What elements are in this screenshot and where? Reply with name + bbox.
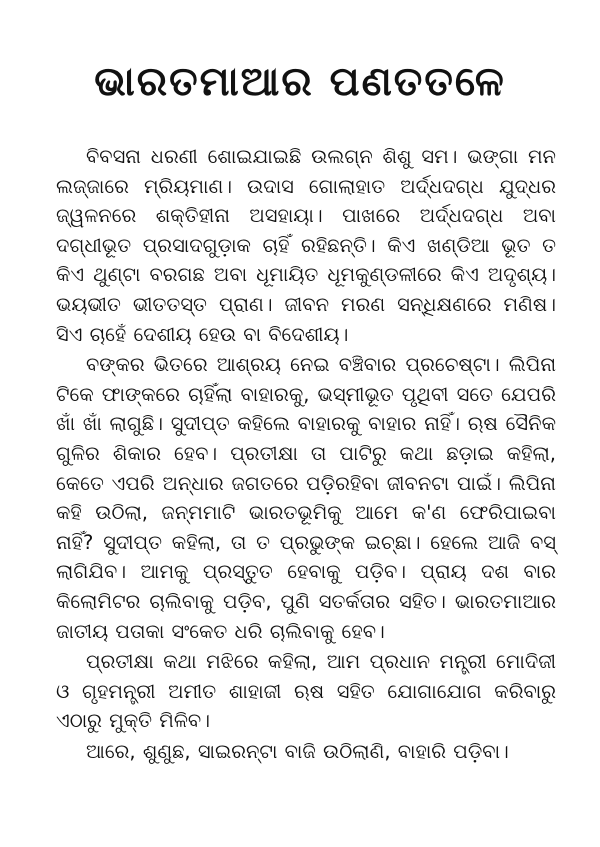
paragraph-2: ବଙ୍କର ଭିତରେ ଆଶ୍ରୟ ନେଇ ବଞ୍ଚିବାର ପ୍ରଚେଷ୍ଟା। ଲିପିନା ଟିକେ ଫାଙ୍କରେ ଚାହିଁଲା ବାହାରକୁ, ଭସ୍ମୀଭୂତ ପୃଥିବୀ ସତେ ଯେପରି ଖାଁ ଖାଁ ଲାଗୁଛି। ସୁଦୀପ୍ତ କହିଲେ ବାହାରକୁ ବାହାର ନାହିଁ। ଋଷ ସୈନିକ ଗୁଳିର ଶିକାର ହେବ। ପ୍ରତୀକ୍ଷା ତା ପାଟିରୁ କଥା ଛଡ଼ାଇ କହିଲା, କେତେ ଏପରି ଅନ୍ଧାର ଜଗତରେ ପଡ଼ିରହିବା ଜୀବନଟା ପାଇଁ। ଲିପିନା କହି ଉଠିଲା, ଜନ୍ମମାଟି ଭାରତଭୂମିକୁ ଆମେ କ'ଣ ଫେରିପାଇବା ନାହିଁ? ସୁଦୀପ୍ତ କହିଲା, ତା ତ ପ୍ରଭୁଙ୍କ ଇଚ୍ଛା। ହେଲେ ଆଜି ବସ୍ ଲାଗିଯିବ। ଆମକୁ ପ୍ରସ୍ତୁତ ହେବାକୁ ପଡ଼ିବ। ପ୍ରାୟ ଦଶ ବାର କିଲୋମିଟର ଚାଲିବାକୁ ପଡ଼ିବ, ପୁଣି ସତର୍କତାର ସହିତ। ଭାରତମାଆର ଜାତୀୟ ପତାକା ସଂକେତ ଧରି ଚାଲିବାକୁ ହେବ। [56,353,556,643]
paragraph-4: ଆରେ, ଶୁଣୁଛ, ସାଇରନ୍‌ଟା ବାଜି ଉଠିଲାଣି, ବାହାରି ପଡ଼ିବା। [86,739,509,763]
paragraph-3: ପ୍ରତୀକ୍ଷା କଥା ମଝିରେ କହିଲା, ଆମ ପ୍ରଧାନ ମନ୍ତ୍ରୀ ମୋଦିଜୀ ଓ ଗୃହମନ୍ତ୍ରୀ ଅମୀତ ଶାହାଜୀ ଋଷ ସହିତ ଯୋଗାଯୋଗ କରିବାରୁ ଏଠାରୁ ମୁକ୍ତି ମିଳିବ। [56,650,556,733]
story-body [56,142,556,767]
paragraph-1: ବିବସନା ଧରଣୀ ଶୋଇଯାଇଛି ଉଲଗ୍ନ ଶିଶୁ ସମ। ଭଙ୍ଗା ମନ ଲଜ୍ଜାରେ ମ୍ରିୟମାଣ। ଉଦାସ ଗୋଲାହାତ ଅର୍ଦ୍ଧଦଗ୍ଧ ଯୁଦ୍ଧର ଜ୍ୱଳନରେ ଶକ୍ତିହୀନା ଅସହାୟା। ପାଖରେ ଅର୍ଦ୍ଧଦଗ୍ଧ ଅବା ଦଗ୍ଧୀଭୂତ ପ୍ରସାଦଗୁଡ଼ାକ ଚାହିଁ ରହିଛନ୍ତି। କିଏ ଖଣ୍ଡିଆ ଭୂତ ତ କିଏ ଥୁଣ୍ଟା ବରଗଛ ଅବା ଧୂମାୟିତ ଧୂମକୁଣ୍ଡଳୀରେ କିଏ ଅଦୃଶ୍ୟ। ଭୟଭୀତ ଭୀତତସ୍ତ ପ୍ରାଣ। ଜୀବନ ମରଣ ସନ୍ଧିକ୍ଷଣରେ ମଣିଷ। ସିଏ ଚାହେଁ ଦେଶୀୟ ହେଉ ବା ବିଦେଶୀୟ। [56,145,556,346]
page-title: ଭାରତମାଆର ପଣତତଳେ [94,59,506,105]
